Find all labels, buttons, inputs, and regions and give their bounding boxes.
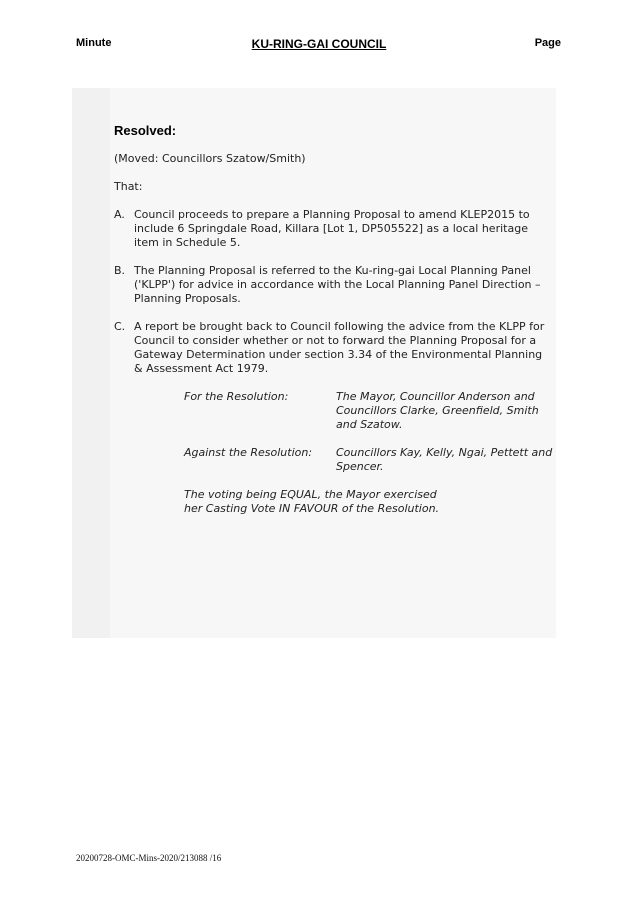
- page-header: [0, 37, 638, 53]
- that-label: That:: [114, 180, 143, 193]
- document-reference: 20200728-OMC-Mins-2020/213088 /16: [76, 853, 222, 863]
- item-text: A report be brought back to Council following the advice from the KLPP for Council to consider whether or not to forward the Planning Proposal for a Gateway Determination under section 3.34 of the Environmental Planning & Assessment Act 1979.: [134, 320, 545, 375]
- resolution-item-b: [114, 264, 546, 306]
- resolution-item-a: [114, 208, 546, 250]
- casting-vote-statement: The voting being EQUAL, the Mayor exercised her Casting Vote IN FAVOUR of the Resolution.: [184, 488, 440, 515]
- item-marker: A.: [114, 208, 125, 221]
- vote-against-label: Against the Resolution:: [184, 446, 313, 459]
- header-minute-label: Minute: [76, 37, 112, 49]
- resolved-heading: Resolved:: [114, 123, 177, 138]
- voting-record: [184, 390, 554, 516]
- item-marker: B.: [114, 264, 126, 277]
- resolution-content: [114, 124, 554, 516]
- vote-against-row: [184, 446, 554, 474]
- panel-margin-stripe: [72, 88, 110, 638]
- item-text: Council proceeds to prepare a Planning Proposal to amend KLEP2015 to include 6 Springdale Road, Killara [Lot 1, DP505522] as a local heritage item in Schedule 5.: [134, 208, 530, 249]
- resolution-item-c: [114, 320, 546, 376]
- moved-statement: (Moved: Councillors Szatow/Smith): [114, 152, 306, 165]
- item-text: The Planning Proposal is referred to the Ku-ring-gai Local Planning Panel ('KLPP') for advice in accordance with the Local Planning Panel Direction – Planning Proposals.: [134, 264, 541, 305]
- header-page-label: Page: [534, 37, 561, 49]
- vote-for-row: [184, 390, 554, 432]
- vote-for-value: The Mayor, Councillor Anderson and Councillors Clarke, Greenfield, Smith and Szatow.: [336, 390, 539, 431]
- vote-against-value: Councillors Kay, Kelly, Ngai, Pettett and Spencer.: [336, 446, 553, 473]
- council-title: KU-RING-GAI COUNCIL: [251, 37, 387, 51]
- vote-for-label: For the Resolution:: [184, 390, 289, 403]
- item-marker: C.: [114, 320, 126, 333]
